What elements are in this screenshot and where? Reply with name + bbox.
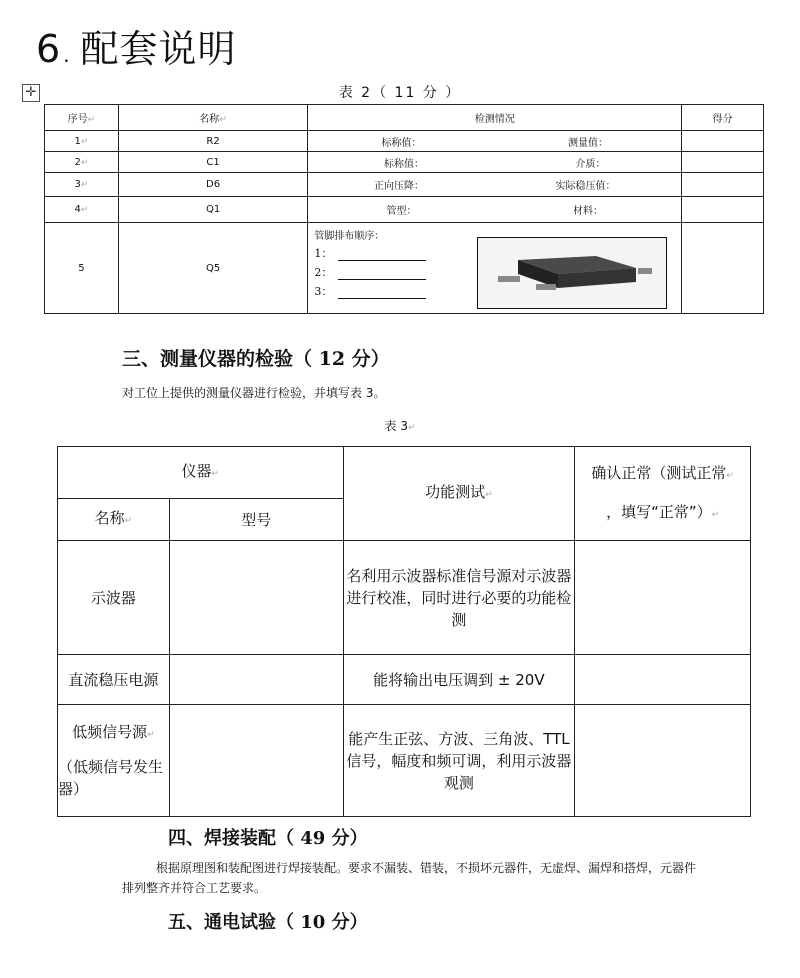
model-cell[interactable]: [169, 705, 343, 817]
section-heading: [36, 18, 237, 73]
function-cell: 能产生正弦、方波、三角波、TTL 信号，幅度和频可调，利用示波器观测: [343, 705, 575, 817]
table-row: [58, 541, 751, 655]
table3-caption: 表 3↵: [384, 419, 416, 433]
seq-cell: 5: [45, 223, 119, 314]
section5-title: 五、通电试验（ 10 分）: [168, 912, 368, 933]
name-cell: R2: [118, 131, 308, 152]
table-row: [45, 173, 764, 197]
table-row: [58, 705, 751, 817]
header-confirm: 确认正常（测试正常↵ ，填写“正常”）↵: [575, 447, 751, 541]
header-model: 型号: [169, 499, 343, 541]
seq-cell: 3↵: [45, 173, 119, 197]
section4-title: 四、焊接装配（ 49 分）: [168, 828, 368, 849]
score-cell[interactable]: [682, 152, 764, 173]
header-detection: 检测情况: [308, 105, 682, 131]
header-score: 得分: [682, 105, 764, 131]
model-cell[interactable]: [169, 655, 343, 705]
table-row: [45, 152, 764, 173]
heading-title: 配套说明: [80, 27, 237, 71]
pin-line-3[interactable]: 3：: [314, 283, 426, 299]
heading-number: 6: [36, 27, 62, 71]
header-seq: 序号↵: [45, 105, 119, 131]
table-row: [45, 223, 764, 314]
header-name: 名称↵: [118, 105, 308, 131]
function-cell: 名利用示波器标准信号源对示波器进行校准，同时进行必要的功能检测: [343, 541, 575, 655]
table-row: [58, 655, 751, 705]
name-cell: D6: [118, 173, 308, 197]
seq-cell: 4↵: [45, 197, 119, 223]
confirm-cell[interactable]: [575, 655, 751, 705]
section4-desc: 根据原理图和装配图进行焊接装配。要求不漏装、错装，不损坏元器件，无虚焊、漏焊和搭焊，元器件排列整齐并符合工艺要求。: [122, 861, 697, 895]
detection-cell: 标称值： 测量值：: [308, 131, 682, 152]
instrument-name: 低频信号源↵ （低频信号发生器）: [58, 705, 170, 817]
function-cell: 能将输出电压调到 ± 20V: [343, 655, 575, 705]
seq-cell: 1↵: [45, 131, 119, 152]
table-header-row: [58, 447, 751, 499]
pin-line-2[interactable]: 2：: [314, 264, 426, 280]
heading-dot: .: [63, 43, 71, 67]
header-instrument: 仪器↵: [58, 447, 344, 499]
score-cell[interactable]: [682, 131, 764, 152]
confirm-cell[interactable]: [575, 705, 751, 817]
detection-cell: 管型： 材料：: [308, 197, 682, 223]
sot23-package-icon: [478, 238, 666, 308]
score-cell[interactable]: [682, 223, 764, 314]
detection-cell: 标称值： 介质：: [308, 152, 682, 173]
transistor-image: [477, 237, 667, 309]
table-header-row: [45, 105, 764, 131]
section3-desc: 对工位上提供的测量仪器进行检验，并填写表 3。: [122, 386, 386, 400]
header-function-test: 功能测试↵: [343, 447, 575, 541]
table2: [44, 104, 764, 314]
table-move-handle-icon[interactable]: ✛: [22, 84, 40, 102]
header-name: 名称↵: [58, 499, 170, 541]
name-cell: C1: [118, 152, 308, 173]
confirm-cell[interactable]: [575, 541, 751, 655]
instrument-name: 示波器: [58, 541, 170, 655]
table-row: [45, 197, 764, 223]
pin-order-title: 管脚排布顺序：: [314, 231, 385, 242]
name-cell: Q1: [118, 197, 308, 223]
detection-cell: 正向压降： 实际稳压值：: [308, 173, 682, 197]
table2-caption: 表 2（ 11 分 ）: [338, 85, 462, 101]
pin-line-1[interactable]: 1：: [314, 245, 426, 261]
table-row: [45, 131, 764, 152]
section3-title: 三、测量仪器的检验（ 12 分）: [122, 348, 390, 370]
table3: [57, 446, 751, 817]
pin-order-cell: [308, 223, 682, 314]
score-cell[interactable]: [682, 173, 764, 197]
score-cell[interactable]: [682, 197, 764, 223]
seq-cell: 2↵: [45, 152, 119, 173]
instrument-name: 直流稳压电源: [58, 655, 170, 705]
model-cell[interactable]: [169, 541, 343, 655]
name-cell: Q5: [118, 223, 308, 314]
